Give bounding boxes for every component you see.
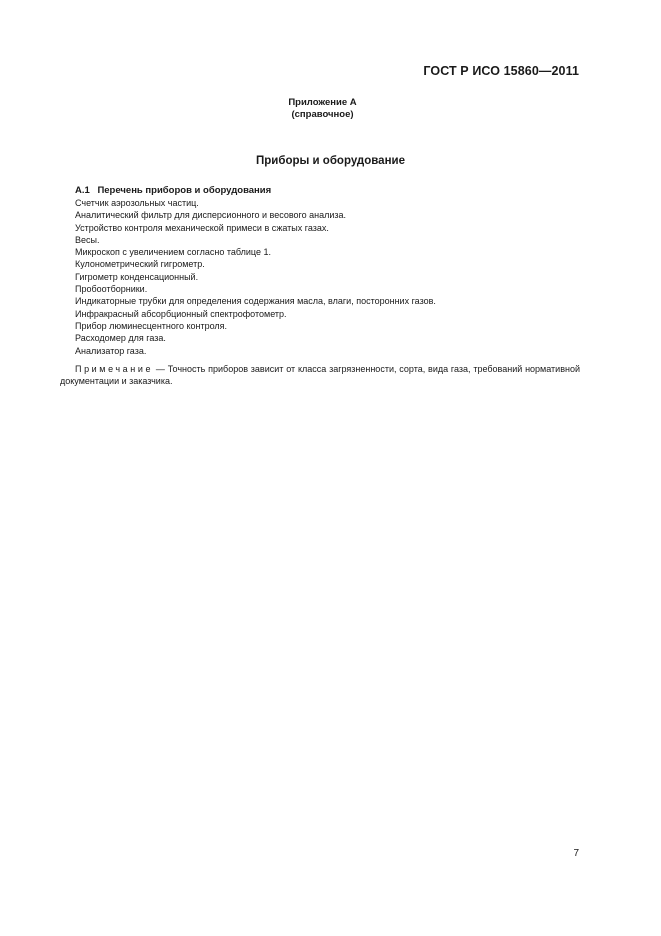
list-item: Счетчик аэрозольных частиц. xyxy=(75,198,199,208)
note-text: Точность приборов зависит от класса загрязненности, сорта, вида газа, требований нормативной документации и заказчика. xyxy=(60,364,580,387)
list-item: Микроскоп с увеличением согласно таблице 1. xyxy=(75,247,271,258)
list-item: Аналитический фильтр для дисперсионного и весового анализа. xyxy=(75,210,346,221)
document-code: ГОСТ Р ИСО 15860—2011 xyxy=(423,64,579,78)
list-item: Индикаторные трубки для определения содержания масла, влаги, посторонних газов. xyxy=(75,296,436,307)
appendix-subtitle: (справочное) xyxy=(291,109,354,120)
section-title: Приборы и оборудование xyxy=(256,155,405,167)
subsection-number: А.1 xyxy=(75,185,90,196)
note-paragraph xyxy=(60,363,580,388)
list-item: Кулонометрический гигрометр. xyxy=(75,259,205,270)
list-item: Весы. xyxy=(75,234,100,245)
list-item: Инфракрасный абсорбционный спектрофотометр. xyxy=(75,308,287,319)
subsection-heading xyxy=(75,185,271,196)
list-item: Прибор люминесцентного контроля. xyxy=(75,320,228,331)
page-number: 7 xyxy=(573,848,579,859)
list-item: Гигрометр конденсационный. xyxy=(75,271,199,282)
list-item: Пробоотборники. xyxy=(75,284,148,295)
appendix-title: Приложение А xyxy=(288,97,357,108)
note-dash: — xyxy=(153,364,168,374)
list-item: Расходомер для газа. xyxy=(75,333,166,344)
equipment-list xyxy=(75,197,436,357)
note-label: Примечание xyxy=(75,364,154,374)
subsection-title: Перечень приборов и оборудования xyxy=(97,185,272,196)
list-item: Устройство контроля механической примеси в сжатых газах. xyxy=(75,222,329,233)
list-item: Анализатор газа. xyxy=(75,345,147,356)
appendix-heading xyxy=(0,97,653,121)
